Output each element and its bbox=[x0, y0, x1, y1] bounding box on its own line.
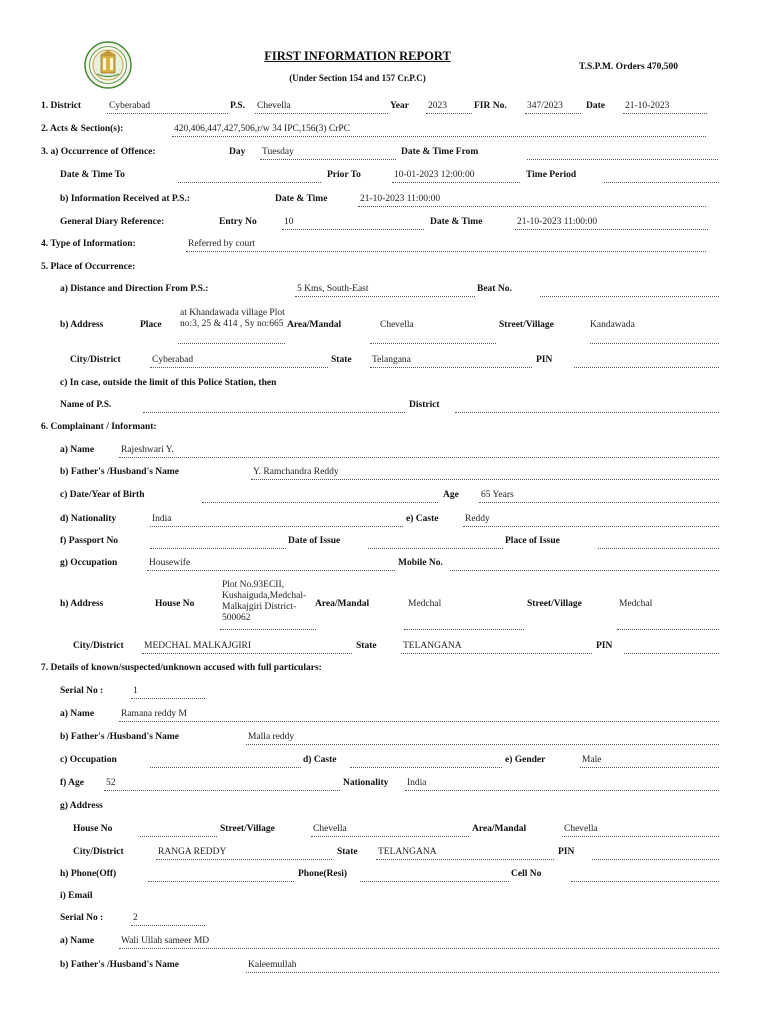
accused-1-serial-line bbox=[131, 698, 205, 699]
date-line bbox=[623, 113, 707, 114]
state-line bbox=[370, 367, 532, 368]
accused-1-nationality-label: Nationality bbox=[343, 778, 389, 788]
date-label: Date bbox=[586, 101, 605, 111]
prior-to-label: Prior To bbox=[327, 170, 361, 180]
area-mandal-line bbox=[370, 343, 496, 344]
fir-no-line bbox=[525, 113, 581, 114]
complainant-father-line bbox=[251, 479, 719, 480]
complainant-age-value: 65 Years bbox=[481, 490, 514, 500]
time-period-label: Time Period bbox=[526, 170, 577, 180]
acts-value: 420,406,447,427,506,r/w 34 IPC,156(3) CrPC bbox=[174, 124, 351, 134]
datetime-from-label: Date & Time From bbox=[401, 147, 479, 157]
complainant-area-mandal-value: Medchal bbox=[408, 599, 442, 609]
complainant-street-village-value: Medchal bbox=[619, 599, 653, 609]
complainant-house-no-value: Plot No.93ECII, Kushaiguda,Medchal-Malkajgiri District-500062 bbox=[222, 580, 307, 623]
year-line bbox=[426, 113, 472, 114]
accused-2-name-line bbox=[119, 948, 719, 949]
mobile-line bbox=[450, 570, 719, 571]
accused-1-house-no-label: House No bbox=[73, 824, 113, 834]
prior-to-value: 10-01-2023 12:00:00 bbox=[394, 170, 475, 180]
ps-label: P.S. bbox=[230, 101, 245, 111]
complainant-street-village-label: Street/Village bbox=[527, 599, 582, 609]
district-value: Cyberabad bbox=[109, 101, 151, 111]
complainant-occupation-label: g) Occupation bbox=[60, 558, 118, 568]
accused-1-caste-line bbox=[350, 767, 502, 768]
info-received-value: 21-10-2023 11:00:00 bbox=[360, 194, 441, 204]
accused-1-gender-label: e) Gender bbox=[505, 755, 546, 765]
pin-label: PIN bbox=[536, 355, 553, 365]
accused-1-pin-line bbox=[592, 859, 719, 860]
complainant-nationality-value: India bbox=[152, 514, 172, 524]
accused-1-phone-resi-label: Phone(Resi) bbox=[298, 869, 348, 879]
accused-1-street-village-line bbox=[311, 836, 469, 837]
date-of-issue-line bbox=[368, 548, 503, 549]
mobile-label: Mobile No. bbox=[398, 558, 443, 568]
accused-1-phone-off-label: h) Phone(Off) bbox=[60, 869, 117, 879]
address-label: b) Address bbox=[60, 320, 104, 330]
accused-2-father-label: b) Father's /Husband's Name bbox=[60, 960, 180, 970]
accused-1-occupation-line bbox=[150, 767, 301, 768]
accused-1-name-line bbox=[119, 721, 719, 722]
accused-1-gender-line bbox=[580, 767, 719, 768]
complainant-city-district-line bbox=[142, 653, 352, 654]
accused-1-serial-label: Serial No : bbox=[60, 686, 104, 696]
time-period-line bbox=[604, 182, 719, 183]
occurrence-label: 3. a) Occurrence of Offence: bbox=[41, 147, 156, 157]
info-type-value: Referred by court bbox=[188, 239, 255, 249]
date-of-issue-label: Date of Issue bbox=[288, 536, 341, 546]
complainant-state-value: TELANGANA bbox=[403, 641, 462, 651]
accused-2-serial-value: 2 bbox=[133, 913, 138, 923]
complainant-address-label: h) Address bbox=[60, 599, 104, 609]
beat-no-line bbox=[540, 296, 719, 297]
accused-2-name-value: Wali Ullah sameer MD bbox=[121, 936, 210, 946]
acts-line bbox=[172, 136, 706, 137]
accused-1-state-label: State bbox=[337, 847, 358, 857]
day-line bbox=[260, 159, 396, 160]
accused-1-nationality-value: India bbox=[407, 778, 427, 788]
complainant-age-label: Age bbox=[443, 490, 459, 500]
gdr-label: General Diary Reference: bbox=[60, 217, 165, 227]
day-label: Day bbox=[229, 147, 246, 157]
state-label: State bbox=[331, 355, 352, 365]
place-line bbox=[178, 343, 285, 344]
accused-1-gender-value: Male bbox=[582, 755, 602, 765]
accused-1-cell-no-label: Cell No bbox=[511, 869, 542, 879]
accused-1-state-line bbox=[376, 859, 554, 860]
accused-1-house-no-line bbox=[140, 836, 217, 837]
passport-line bbox=[150, 548, 286, 549]
distance-value: 5 Kms, South-East bbox=[297, 284, 369, 294]
accused-1-serial-value: 1 bbox=[133, 686, 138, 696]
complainant-pin-label: PIN bbox=[596, 641, 613, 651]
city-district-label: City/District bbox=[70, 355, 121, 365]
ps-line bbox=[255, 113, 388, 114]
info-type-label: 4. Type of Information: bbox=[41, 239, 136, 249]
complainant-area-mandal-line bbox=[404, 629, 524, 630]
complainant-name-label: a) Name bbox=[60, 445, 95, 455]
place-label: Place bbox=[140, 320, 162, 330]
accused-1-age-value: 52 bbox=[106, 778, 116, 788]
complainant-pin-line bbox=[624, 653, 719, 654]
place-of-issue-label: Place of Issue bbox=[505, 536, 560, 546]
distance-line bbox=[295, 296, 475, 297]
info-received-label: b) Information Received at P.S.: bbox=[60, 194, 190, 204]
accused-2-serial-line bbox=[131, 925, 205, 926]
datetime-to-line bbox=[178, 182, 321, 183]
name-of-ps-label: Name of P.S. bbox=[60, 400, 112, 410]
info-type-line bbox=[186, 251, 706, 252]
accused-1-father-line bbox=[246, 744, 719, 745]
outside-district-label: District bbox=[409, 400, 440, 410]
datetime-to-label: Date & Time To bbox=[60, 170, 125, 180]
accused-1-email-label: i) Email bbox=[60, 891, 93, 901]
complainant-nationality-line bbox=[150, 526, 403, 527]
accused-1-area-mandal-line bbox=[562, 836, 719, 837]
district-line bbox=[107, 113, 228, 114]
complainant-father-label: b) Father's /Husband's Name bbox=[60, 467, 180, 477]
accused-1-caste-label: d) Caste bbox=[303, 755, 337, 765]
accused-1-father-label: b) Father's /Husband's Name bbox=[60, 732, 180, 742]
complainant-occupation-value: Housewife bbox=[149, 558, 191, 568]
accused-1-area-mandal-label: Area/Mandal bbox=[472, 824, 527, 834]
prior-to-line bbox=[392, 182, 520, 183]
report-title: FIRST INFORMATION REPORT bbox=[264, 49, 451, 63]
gdr-datetime-value: 21-10-2023 11:00:00 bbox=[517, 217, 598, 227]
complainant-city-district-value: MEDCHAL MALKAJGIRI bbox=[144, 641, 252, 651]
street-village-value: Kandawada bbox=[590, 320, 635, 330]
accused-1-age-label: f) Age bbox=[60, 778, 85, 788]
complainant-name-value: Rajeshwari Y. bbox=[121, 445, 174, 455]
pin-line bbox=[574, 367, 719, 368]
complainant-house-no-line bbox=[220, 629, 316, 630]
complainant-state-line bbox=[401, 653, 592, 654]
state-value: Telangana bbox=[372, 355, 411, 365]
street-village-label: Street/Village bbox=[499, 320, 554, 330]
place-of-occurrence-label: 5. Place of Occurrence: bbox=[41, 262, 136, 272]
accused-1-name-label: a) Name bbox=[60, 709, 95, 719]
accused-section-label: 7. Details of known/suspected/unknown accused with full particulars: bbox=[41, 663, 322, 673]
day-value: Tuesday bbox=[262, 147, 294, 157]
accused-2-father-line bbox=[246, 972, 719, 973]
name-of-ps-line bbox=[143, 412, 405, 413]
complainant-city-district-label: City/District bbox=[73, 641, 124, 651]
acts-label: 2. Acts & Section(s): bbox=[41, 124, 124, 134]
info-received-datetime-label: Date & Time bbox=[275, 194, 328, 204]
accused-1-cell-no-line bbox=[571, 881, 719, 882]
accused-1-street-village-label: Street/Village bbox=[220, 824, 275, 834]
gdr-datetime-line bbox=[515, 229, 708, 230]
accused-1-father-value: Malla reddy bbox=[248, 732, 295, 742]
entry-no-value: 10 bbox=[284, 217, 294, 227]
complainant-dob-line bbox=[202, 502, 438, 503]
complainant-dob-label: c) Date/Year of Birth bbox=[60, 490, 145, 500]
city-district-value: Cyberabad bbox=[152, 355, 194, 365]
year-value: 2023 bbox=[428, 101, 447, 111]
accused-1-name-value: Ramana reddy M bbox=[121, 709, 187, 719]
fir-no-value: 347/2023 bbox=[527, 101, 563, 111]
complainant-street-village-line bbox=[617, 629, 719, 630]
info-received-line bbox=[358, 206, 706, 207]
accused-1-age-line bbox=[104, 790, 340, 791]
district-label: 1. District bbox=[41, 101, 82, 111]
complainant-father-value: Y. Ramchandra Reddy bbox=[253, 467, 339, 477]
accused-1-nationality-line bbox=[405, 790, 719, 791]
outside-limit-label: c) In case, outside the limit of this Police Station, then bbox=[60, 378, 277, 388]
complainant-age-line bbox=[479, 502, 719, 503]
complainant-state-label: State bbox=[356, 641, 377, 651]
year-label: Year bbox=[390, 101, 409, 111]
passport-label: f) Passport No bbox=[60, 536, 119, 546]
accused-1-city-district-label: City/District bbox=[73, 847, 124, 857]
accused-1-city-district-value: RANGA REDDY bbox=[158, 847, 227, 857]
accused-1-area-mandal-value: Chevella bbox=[564, 824, 598, 834]
place-value: at Khandawada village Plot no:3, 25 & 414 , Sy no:665 bbox=[180, 308, 285, 329]
beat-no-label: Beat No. bbox=[477, 284, 512, 294]
complainant-name-line bbox=[119, 457, 719, 458]
datetime-from-line bbox=[527, 159, 718, 160]
complainant-occupation-line bbox=[147, 570, 395, 571]
ps-value: Chevella bbox=[257, 101, 291, 111]
area-mandal-label: Area/Mandal bbox=[287, 320, 342, 330]
accused-1-address-label: g) Address bbox=[60, 801, 103, 811]
complainant-label: 6. Complainant / Informant: bbox=[41, 422, 157, 432]
accused-2-serial-label: Serial No : bbox=[60, 913, 104, 923]
accused-1-state-value: TELANGANA bbox=[378, 847, 437, 857]
accused-1-pin-label: PIN bbox=[558, 847, 575, 857]
accused-1-phone-resi-line bbox=[360, 881, 509, 882]
fir-no-label: FIR No. bbox=[474, 101, 507, 111]
complainant-caste-value: Reddy bbox=[465, 514, 490, 524]
complainant-nationality-label: d) Nationality bbox=[60, 514, 117, 524]
city-district-line bbox=[150, 367, 328, 368]
accused-1-occupation-label: c) Occupation bbox=[60, 755, 117, 765]
accused-1-city-district-line bbox=[156, 859, 332, 860]
place-of-issue-line bbox=[598, 548, 719, 549]
complainant-house-no-label: House No bbox=[155, 599, 195, 609]
street-village-line bbox=[590, 343, 719, 344]
complainant-caste-label: e) Caste bbox=[406, 514, 439, 524]
entry-no-label: Entry No bbox=[219, 217, 257, 227]
orders-reference: T.S.P.M. Orders 470,500 bbox=[579, 62, 678, 72]
accused-2-father-value: Kaleemullah bbox=[248, 960, 297, 970]
entry-no-line bbox=[282, 229, 424, 230]
date-value: 21-10-2023 bbox=[625, 101, 670, 111]
area-mandal-value: Chevella bbox=[380, 320, 414, 330]
report-subtitle: (Under Section 154 and 157 Cr.P.C) bbox=[289, 73, 426, 83]
accused-1-street-village-value: Chevella bbox=[313, 824, 347, 834]
accused-1-phone-off-line bbox=[148, 881, 294, 882]
distance-label: a) Distance and Direction From P.S.: bbox=[60, 284, 209, 294]
complainant-area-mandal-label: Area/Mandal bbox=[315, 599, 370, 609]
accused-2-name-label: a) Name bbox=[60, 936, 95, 946]
outside-district-line bbox=[455, 412, 719, 413]
complainant-caste-line bbox=[463, 526, 719, 527]
gdr-datetime-label: Date & Time bbox=[430, 217, 483, 227]
